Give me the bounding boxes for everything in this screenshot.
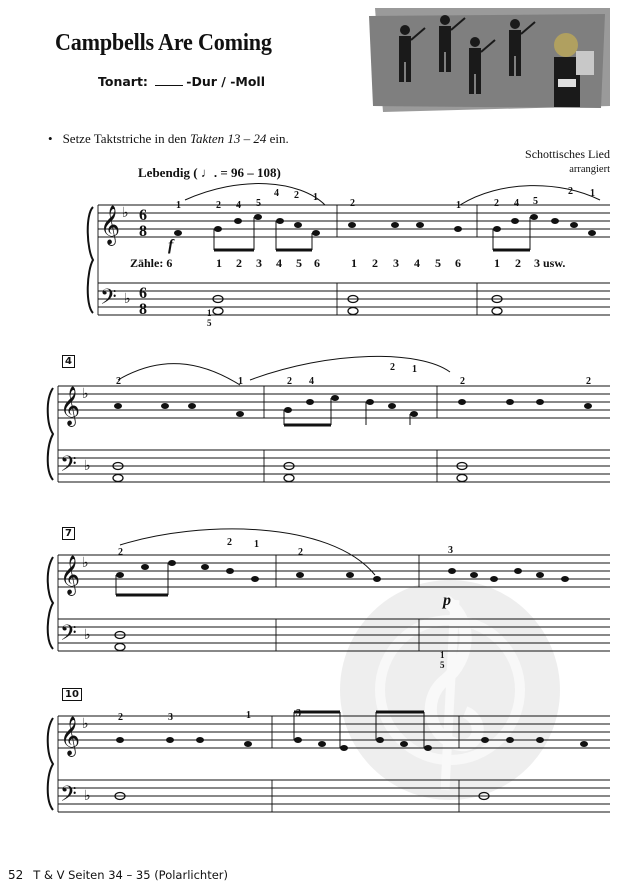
measure-number: 4 <box>62 355 75 368</box>
tempo-value: ( ♩. = 96 – 108) <box>193 165 281 180</box>
song-title: Campbells Are Coming <box>55 30 272 56</box>
svg-text:1: 1 <box>456 200 461 211</box>
svg-text:1: 1 <box>590 188 595 199</box>
watermark-logo <box>340 580 560 800</box>
svg-text:f: f <box>168 237 174 254</box>
measure-number: 10 <box>62 688 82 701</box>
svg-text:𝄞: 𝄞 <box>60 557 81 594</box>
source-line2: arrangiert <box>569 164 610 175</box>
tempo-word: Lebendig <box>138 165 191 180</box>
counting-label: Zähle: 6 <box>130 256 173 270</box>
svg-text:♭: ♭ <box>84 628 91 643</box>
svg-text:𝄢: 𝄢 <box>60 621 77 650</box>
svg-text:2: 2 <box>390 362 395 373</box>
svg-text:3: 3 <box>296 708 301 719</box>
footer <box>8 868 228 882</box>
instruction-end: ein. <box>269 131 289 146</box>
count-3: 3 <box>534 256 540 270</box>
svg-text:𝄞: 𝄞 <box>60 718 81 755</box>
svg-text:6: 6 <box>139 285 147 302</box>
svg-text:𝄞: 𝄞 <box>60 388 81 425</box>
svg-text:3: 3 <box>168 712 173 723</box>
svg-text:𝄢: 𝄢 <box>60 452 77 481</box>
key-label: Tonart: <box>98 74 148 89</box>
svg-text:4: 4 <box>236 200 241 211</box>
count-1: 1 <box>216 256 222 270</box>
count-3: 3 <box>256 256 262 270</box>
count-6: 6 <box>455 256 461 270</box>
svg-text:3: 3 <box>448 545 453 556</box>
svg-text:1: 1 <box>412 364 417 375</box>
svg-text:1: 1 <box>207 308 212 318</box>
key-suffix: -Dur / -Moll <box>186 74 265 89</box>
count-2: 2 <box>372 256 378 270</box>
svg-text:p: p <box>443 592 451 609</box>
svg-text:5: 5 <box>533 196 538 207</box>
count-1: 1 <box>494 256 500 270</box>
svg-text:2: 2 <box>350 198 355 209</box>
svg-text:4: 4 <box>514 198 519 209</box>
svg-text:♭: ♭ <box>124 292 131 307</box>
footer-reference: T & V Seiten 34 – 35 (Polarlichter) <box>33 868 229 882</box>
svg-text:♭: ♭ <box>84 459 91 474</box>
svg-text:4: 4 <box>274 188 279 199</box>
svg-text:1: 1 <box>313 192 318 203</box>
count-2: 2 <box>515 256 521 270</box>
svg-text:2: 2 <box>227 537 232 548</box>
dynamics <box>168 237 451 609</box>
bullet: • <box>48 131 53 146</box>
svg-text:5: 5 <box>207 318 212 328</box>
svg-text:1: 1 <box>246 710 251 721</box>
svg-text:1: 1 <box>254 539 259 550</box>
svg-text:1: 1 <box>238 376 243 387</box>
svg-text:2: 2 <box>118 547 123 558</box>
source-line1: Schottisches Lied <box>525 147 610 161</box>
svg-text:8: 8 <box>139 301 147 318</box>
svg-text:2: 2 <box>287 376 292 387</box>
page-number: 52 <box>8 868 24 882</box>
svg-text:2: 2 <box>494 198 499 209</box>
svg-text:5: 5 <box>256 198 261 209</box>
svg-text:2: 2 <box>294 190 299 201</box>
count-4: 4 <box>276 256 282 270</box>
instruction-text: Setze Taktstriche in den <box>62 131 187 146</box>
svg-text:♭: ♭ <box>82 556 89 571</box>
svg-text:6: 6 <box>139 207 147 224</box>
svg-text:2: 2 <box>298 547 303 558</box>
system-1 <box>88 205 610 315</box>
svg-text:2: 2 <box>460 376 465 387</box>
time-signature <box>139 207 147 318</box>
svg-text:8: 8 <box>139 223 147 240</box>
svg-text:2: 2 <box>216 200 221 211</box>
system-2 <box>48 386 610 482</box>
slurs <box>118 184 600 575</box>
svg-text:♭: ♭ <box>122 206 129 221</box>
svg-text:2: 2 <box>116 376 121 387</box>
svg-text:5: 5 <box>440 660 445 670</box>
svg-text:2: 2 <box>568 186 573 197</box>
count-6: 6 <box>314 256 320 270</box>
count-5: 5 <box>296 256 302 270</box>
count-1: 1 <box>351 256 357 270</box>
svg-text:2: 2 <box>586 376 591 387</box>
count-3: 3 <box>393 256 399 270</box>
svg-text:𝄢: 𝄢 <box>100 285 117 314</box>
svg-text:𝄞: 𝄞 <box>100 207 121 244</box>
measure-number: 7 <box>62 527 75 540</box>
svg-text:𝄢: 𝄢 <box>60 782 77 811</box>
svg-text:1: 1 <box>176 200 181 211</box>
clefs <box>60 206 120 811</box>
count-5: 5 <box>435 256 441 270</box>
count-4: 4 <box>414 256 420 270</box>
svg-text:1: 1 <box>440 650 445 660</box>
count-etc: usw. <box>543 256 566 270</box>
count-2: 2 <box>236 256 242 270</box>
svg-text:♭: ♭ <box>84 789 91 804</box>
svg-text:♭: ♭ <box>82 387 89 402</box>
instruction-italic: Takten 13 – 24 <box>189 131 267 146</box>
svg-text:4: 4 <box>309 376 314 387</box>
svg-text:♭: ♭ <box>82 717 89 732</box>
svg-text:2: 2 <box>118 712 123 723</box>
